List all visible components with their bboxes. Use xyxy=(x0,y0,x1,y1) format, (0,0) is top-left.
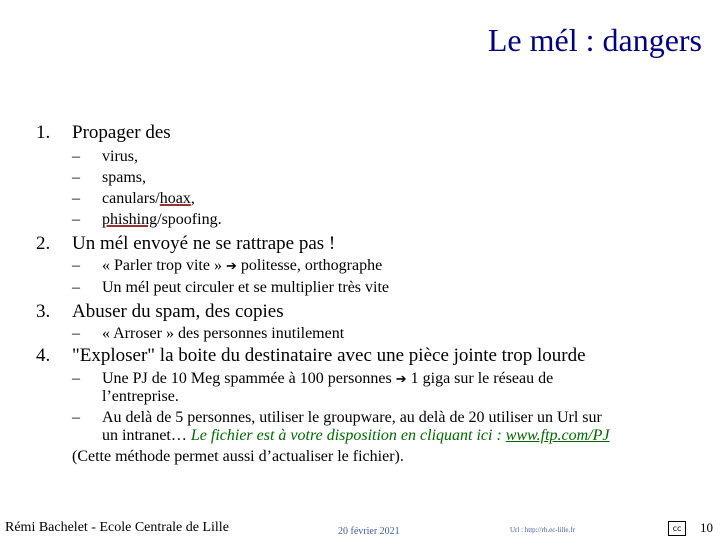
parler-text: « Parler trop vite » xyxy=(102,257,222,274)
dash-bullet: – xyxy=(72,148,80,165)
sub-item-text: virus, xyxy=(102,148,138,165)
methode-note: (Cette méthode permet aussi d’actualiser le fichier). xyxy=(72,448,404,465)
sub-item-text xyxy=(102,257,382,275)
ftp-link[interactable]: www.ftp.com/PJ xyxy=(505,427,610,444)
dash-bullet: – xyxy=(72,211,80,228)
footer-url[interactable]: Url : http://rb.ec-lille.fr xyxy=(510,526,575,534)
item-number: 4. xyxy=(36,345,51,366)
dash-bullet: – xyxy=(72,169,80,186)
footer-author: Rémi Bachelet - Ecole Centrale de Lille xyxy=(5,520,229,535)
canulars-text: canulars/ xyxy=(102,190,160,207)
sub-item-text: Un mél peut circuler et se multiplier très vite xyxy=(102,279,390,296)
item-number: 3. xyxy=(36,301,51,322)
item-text: Propager des xyxy=(72,122,171,143)
arrow-right-icon: ➔ xyxy=(225,258,237,273)
fichier-text: Le fichier est à votre disposition en cliquant ici : xyxy=(190,427,506,444)
phishing-link[interactable]: phishing xyxy=(102,211,158,228)
fichier-italic-text xyxy=(191,427,610,444)
dash-bullet: – xyxy=(72,257,80,274)
dash-bullet: – xyxy=(72,190,80,207)
pj-text: Une PJ de 10 Meg spammée à 100 personnes xyxy=(102,370,392,387)
arrow-right-icon: ➔ xyxy=(395,371,407,386)
sub-item-text: spams, xyxy=(102,169,146,186)
giga-text: 1 giga sur le réseau de xyxy=(410,370,554,387)
item-text: Abuser du spam, des copies xyxy=(72,301,284,322)
dash-bullet: – xyxy=(72,279,80,296)
comma-text: , xyxy=(190,190,195,207)
cc-license-icon: cc xyxy=(668,521,686,536)
slide-title: Le mél : dangers xyxy=(487,22,702,58)
intranet-line xyxy=(102,427,610,445)
hoax-link[interactable]: hoax xyxy=(159,190,191,207)
dash-bullet: – xyxy=(72,325,80,342)
footer-date: 20 février 2021 xyxy=(338,526,400,537)
dash-bullet: – xyxy=(72,370,80,387)
sub-item-continuation: l’entreprise. xyxy=(102,388,179,405)
item-number: 2. xyxy=(36,233,51,254)
intranet-text: un intranet… xyxy=(102,427,191,444)
dash-bullet: – xyxy=(72,409,80,426)
page-number: 10 xyxy=(700,520,713,535)
sub-item-text xyxy=(102,211,222,229)
item-number: 1. xyxy=(36,122,51,143)
sub-item-text xyxy=(102,190,195,208)
sub-item-text: Au delà de 5 personnes, utiliser le groupware, au delà de 20 utiliser un Url sur xyxy=(102,409,602,426)
item-text: "Exploser" la boite du destinataire avec une pièce jointe trop lourde xyxy=(72,345,586,366)
sub-item-text: « Arroser » des personnes inutilement xyxy=(102,325,345,342)
item-text: Un mél envoyé ne se rattrape pas ! xyxy=(72,233,336,254)
sub-item-text xyxy=(102,370,553,388)
spoofing-text: /spoofing. xyxy=(157,211,222,228)
politesse-text: politesse, orthographe xyxy=(240,257,383,274)
